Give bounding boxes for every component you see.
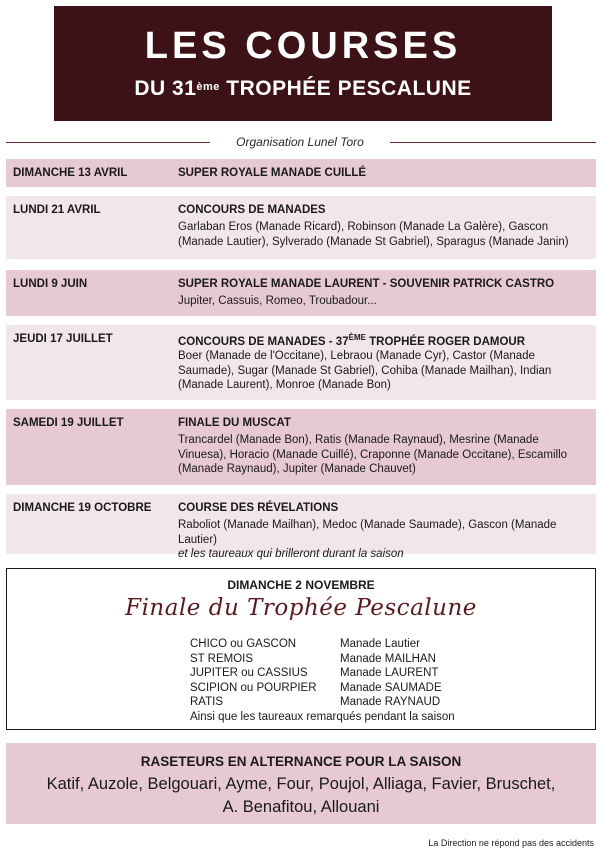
finale-bull: CHICO ou GASCON <box>190 638 297 650</box>
divider-left <box>6 142 210 143</box>
event-row <box>6 159 596 187</box>
event-row <box>6 196 596 259</box>
finale-date: DIMANCHE 2 NOVEMBRE <box>227 578 375 592</box>
event-date: DIMANCHE 13 AVRIL <box>13 167 128 179</box>
event-row <box>6 270 596 316</box>
event-description: Raboliot (Manade Mailhan), Medoc (Manade Saumade), Gascon (Manade Lautier) et les taureaux qui brilleront durant la saison <box>178 519 557 561</box>
header-banner <box>54 6 552 121</box>
finale-note: Ainsi que les taureaux remarqués pendant la saison <box>190 711 455 723</box>
event-title: SUPER ROYALE MANADE LAURENT - SOUVENIR PATRICK CASTRO <box>178 278 555 290</box>
event-date: SAMEDI 19 JUILLET <box>13 417 124 429</box>
event-date: JEUDI 17 JUILLET <box>13 333 113 345</box>
finale-script-title: Finale du Trophée Pescalune <box>125 595 477 621</box>
finale-box <box>6 568 596 730</box>
event-title: SUPER ROYALE MANADE CUILLÉ <box>178 167 367 179</box>
event-row <box>6 409 596 485</box>
event-row <box>6 494 596 561</box>
finale-manade: Manade MAILHAN <box>340 652 436 665</box>
event-title: CONCOURS DE MANADES - 37ÈME TROPHÉE ROGER DAMOUR <box>178 333 526 348</box>
raseteurs-heading: RASETEURS EN ALTERNANCE POUR LA SAISON <box>140 754 462 769</box>
event-title: CONCOURS DE MANADES <box>178 204 326 216</box>
finale-manade: Manade Lautier <box>340 638 420 650</box>
event-description: Jupiter, Cassuis, Romeo, Troubadour... <box>178 295 377 307</box>
finale-manade: Manade SAUMADE <box>340 681 442 694</box>
finale-bull: ST REMOIS <box>190 652 254 665</box>
finale-bull: JUPITER ou CASSIUS <box>190 667 308 680</box>
event-row <box>6 325 596 400</box>
event-date: DIMANCHE 19 OCTOBRE <box>13 502 152 514</box>
event-date: LUNDI 21 AVRIL <box>13 204 101 216</box>
finale-manade: Manade LAURENT <box>340 667 439 680</box>
raseteurs-box <box>6 743 596 824</box>
page-subtitle: DU 31ème TROPHÉE PESCALUNE <box>134 77 472 100</box>
divider-right <box>390 142 596 143</box>
event-italic-note: et les taureaux qui brilleront durant la saison <box>178 548 404 561</box>
event-title: FINALE DU MUSCAT <box>178 417 291 429</box>
organisation-line <box>6 134 596 150</box>
event-date: LUNDI 9 JUIN <box>13 278 88 290</box>
finale-manade-list <box>340 637 442 710</box>
finale-bull: SCIPION ou POURPIER <box>190 681 317 694</box>
raseteurs-list: Katif, Auzole, Belgouari, Ayme, Four, Poujol, Alliaga, Favier, Bruschet, A. Benafitou, Allouani <box>46 775 556 816</box>
finale-bull: RATIS <box>190 696 224 709</box>
event-title: COURSE DES RÉVELATIONS <box>178 502 339 514</box>
event-description: Trancardel (Manade Bon), Ratis (Manade Raynaud), Mesrine (Manade Vinuesa), Horacio (Manade Cuillé), Craponne (Manade Occitane), Escamillo (Manade Raynaud), Jupiter (Manade Chauvet) <box>178 434 568 476</box>
event-description: Garlaban Eros (Manade Ricard), Robinson (Manade La Galère), Gascon (Manade Lautier), Sylverado (Manade St Gabriel), Sparagus (Manade Janin) <box>178 221 569 248</box>
finale-manade: Manade RAYNAUD <box>340 696 441 709</box>
finale-bull-list <box>190 637 317 710</box>
footer-disclaimer: La Direction ne répond pas des accidents <box>428 838 594 848</box>
organisation-label: Organisation Lunel Toro <box>236 135 364 149</box>
page-title: LES COURSES <box>144 25 462 67</box>
event-description: Boer (Manade de l'Occitane), Lebraou (Manade Cyr), Castor (Manade Saumade), Sugar (Manade St Gabriel), Cohiba (Manade Mailhan), Indian (Manade Laurent), Monroe (Manade Bon) <box>178 350 552 392</box>
